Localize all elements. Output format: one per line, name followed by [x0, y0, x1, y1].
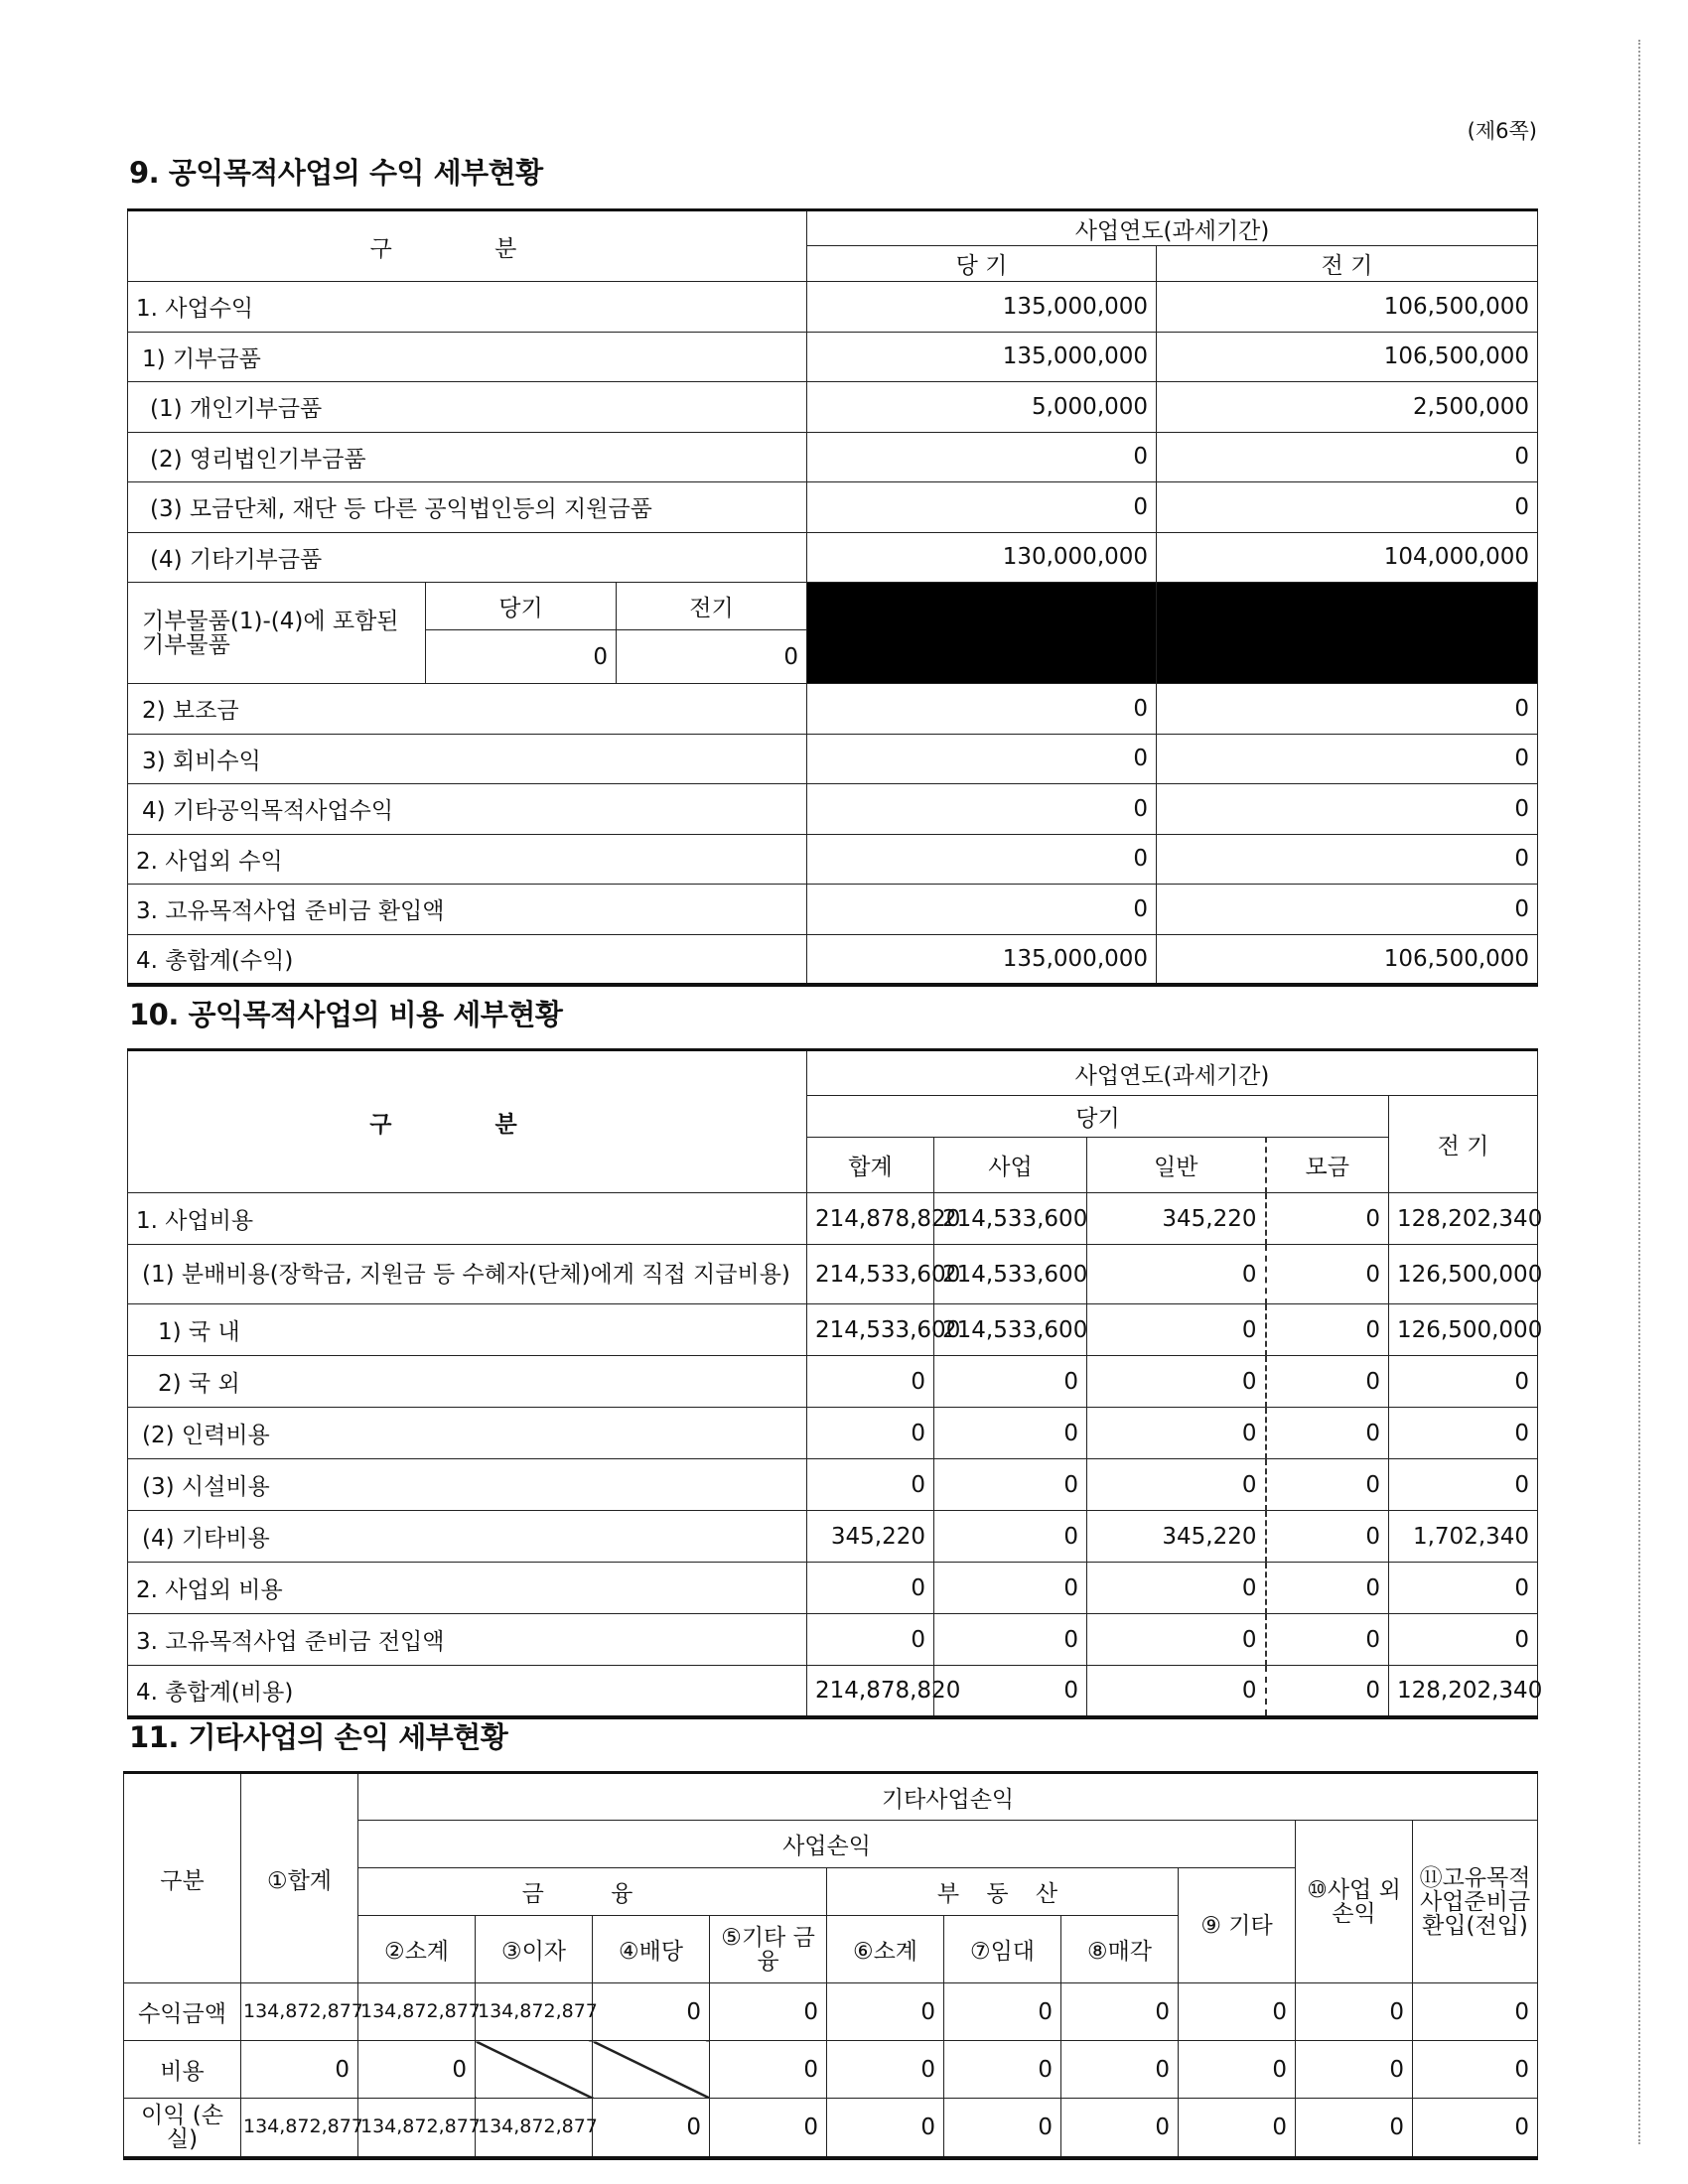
general-value: 0: [1087, 1304, 1266, 1356]
subtotal1-header: ②소계: [358, 1916, 476, 1983]
diagonal-cell: [593, 2041, 710, 2099]
previous-value: 106,500,000: [1157, 332, 1538, 382]
fundraising-value: 0: [1266, 1193, 1389, 1245]
previous-value: 0: [1157, 684, 1538, 735]
section11-title: 11. 기타사업의 손익 세부현황: [129, 1720, 508, 1754]
row-label: 3) 회비수익: [128, 734, 807, 784]
cell-value: 0: [827, 1983, 944, 2041]
fundraising-value: 0: [1266, 1666, 1389, 1717]
cell-value: 0: [358, 2041, 476, 2099]
reserve-header: ⑪고유목적사업준비금환입(전입): [1413, 1821, 1538, 1983]
previous-value: 0: [1157, 482, 1538, 533]
general-value: 0: [1087, 1614, 1266, 1666]
row-label: 비용: [124, 2041, 241, 2099]
row-label: (3) 시설비용: [128, 1459, 807, 1511]
in-kind-row: [128, 583, 1538, 630]
cell-value: 0: [827, 2099, 944, 2158]
period-header: 사업연도(과세기간): [807, 1050, 1538, 1096]
section10-title: 10. 공익목적사업의 비용 세부현황: [129, 998, 563, 1031]
current-value: 0: [807, 684, 1157, 735]
table-row: [124, 1983, 1538, 2041]
current-value: 0: [807, 784, 1157, 835]
cell-value: 0: [1413, 1983, 1538, 2041]
category-header: 구분: [124, 1773, 241, 1983]
cell-value: 0: [1061, 1983, 1179, 2041]
cell-value: 0: [710, 2041, 827, 2099]
category-header: 구 분: [128, 1050, 807, 1193]
fundraising-value: 0: [1266, 1408, 1389, 1459]
row-label: 2. 사업외 비용: [128, 1563, 807, 1614]
other-pl-header: 기타사업손익: [358, 1773, 1538, 1821]
cell-value: 0: [1296, 2041, 1413, 2099]
section9-title: 9. 공익목적사업의 수익 세부현황: [129, 156, 543, 190]
table-row: [128, 1511, 1538, 1563]
row-label: (1) 개인기부금품: [128, 382, 807, 433]
table-row: [128, 934, 1538, 985]
business-value: 214,533,600: [934, 1304, 1087, 1356]
row-label: (2) 인력비용: [128, 1408, 807, 1459]
real-estate-header: 부 동 산: [827, 1868, 1179, 1916]
cell-value: 0: [944, 2041, 1061, 2099]
row-label: 수익금액: [124, 1983, 241, 2041]
diagonal-cell: [476, 2041, 593, 2099]
table-row: [128, 532, 1538, 583]
row-label: 4. 총합계(수익): [128, 934, 807, 985]
cell-value: 0: [944, 1983, 1061, 2041]
subtotal2-header: ⑥소계: [827, 1916, 944, 1983]
interest-header: ③이자: [476, 1916, 593, 1983]
fundraising-value: 0: [1266, 1356, 1389, 1408]
business-value: 0: [934, 1563, 1087, 1614]
table-row: [128, 784, 1538, 835]
row-label: (2) 영리법인기부금품: [128, 432, 807, 482]
business-value: 0: [934, 1614, 1087, 1666]
table-row: [128, 1304, 1538, 1356]
previous-value: 0: [1389, 1356, 1538, 1408]
row-label: 2) 국 외: [128, 1356, 807, 1408]
previous-value: 128,202,340: [1389, 1193, 1538, 1245]
cell-value: 134,872,877: [358, 1983, 476, 2041]
general-value: 0: [1087, 1459, 1266, 1511]
previous-value: 0: [1157, 734, 1538, 784]
fundraising-value: 0: [1266, 1511, 1389, 1563]
previous-value: 1,702,340: [1389, 1511, 1538, 1563]
other-header: ⑨ 기타: [1179, 1868, 1296, 1983]
total-value: 214,533,600: [807, 1304, 934, 1356]
fundraising-value: 0: [1266, 1304, 1389, 1356]
in-kind-previous-label: 전기: [617, 583, 807, 630]
table-row: [128, 432, 1538, 482]
general-header: 일반: [1087, 1138, 1266, 1193]
table-row: [128, 1245, 1538, 1304]
business-value: 0: [934, 1666, 1087, 1717]
current-header: 당 기: [807, 246, 1157, 282]
row-label: 3. 고유목적사업 준비금 전입액: [128, 1614, 807, 1666]
previous-value: 0: [1157, 834, 1538, 885]
non-business-header: ⑩사업 외손익: [1296, 1821, 1413, 1983]
sale-header: ⑧매각: [1061, 1916, 1179, 1983]
total-value: 214,533,600: [807, 1245, 934, 1304]
current-value: 135,000,000: [807, 934, 1157, 985]
table-row: [128, 834, 1538, 885]
row-label: 1. 사업비용: [128, 1193, 807, 1245]
other-finance-header: ⑤기타 금융: [710, 1916, 827, 1983]
business-value: 214,533,600: [934, 1193, 1087, 1245]
cell-value: 0: [1413, 2041, 1538, 2099]
cell-value: 0: [827, 2041, 944, 2099]
business-value: 0: [934, 1459, 1087, 1511]
in-kind-previous-value: 0: [617, 630, 807, 684]
total-value: 345,220: [807, 1511, 934, 1563]
general-value: 0: [1087, 1408, 1266, 1459]
table-row: [128, 1193, 1538, 1245]
total-value: 214,878,820: [807, 1666, 934, 1717]
row-label: 2. 사업외 수익: [128, 834, 807, 885]
redacted-block: [1157, 583, 1538, 684]
general-value: 0: [1087, 1563, 1266, 1614]
table-row: [128, 734, 1538, 784]
row-label: (3) 모금단체, 재단 등 다른 공익법인등의 지원금품: [128, 482, 807, 533]
cell-value: 0: [1179, 2099, 1296, 2158]
current-value: 0: [807, 834, 1157, 885]
table-row: [128, 482, 1538, 533]
revenue-table: [127, 208, 1538, 987]
row-label: 4. 총합계(비용): [128, 1666, 807, 1717]
in-kind-label: 기부물품(1)-(4)에 포함된 기부물품: [128, 583, 426, 684]
table-row: [128, 282, 1538, 333]
business-value: 0: [934, 1408, 1087, 1459]
cell-value: 0: [1179, 2041, 1296, 2099]
current-value: 135,000,000: [807, 332, 1157, 382]
business-header: 사업: [934, 1138, 1087, 1193]
in-kind-current-label: 당기: [426, 583, 617, 630]
cell-value: 0: [1179, 1983, 1296, 2041]
cell-value: 0: [710, 2099, 827, 2158]
current-header: 당기: [807, 1096, 1389, 1138]
previous-value: 106,500,000: [1157, 282, 1538, 333]
current-value: 0: [807, 734, 1157, 784]
total-value: 0: [807, 1356, 934, 1408]
in-kind-current-value: 0: [426, 630, 617, 684]
previous-value: 126,500,000: [1389, 1304, 1538, 1356]
previous-value: 0: [1389, 1459, 1538, 1511]
row-label: 4) 기타공익목적사업수익: [128, 784, 807, 835]
total-value: 214,878,820: [807, 1193, 934, 1245]
other-business-table: [123, 1771, 1538, 2160]
expense-table: [127, 1048, 1543, 1719]
current-value: 0: [807, 885, 1157, 935]
row-label: (4) 기타기부금품: [128, 532, 807, 583]
cell-value: 134,872,877: [241, 1983, 358, 2041]
row-label: 2) 보조금: [128, 684, 807, 735]
table-row: [124, 2099, 1538, 2158]
cell-value: 0: [1061, 2041, 1179, 2099]
cell-value: 134,872,877: [476, 1983, 593, 2041]
previous-value: 0: [1389, 1614, 1538, 1666]
current-value: 130,000,000: [807, 532, 1157, 583]
total-value: 0: [807, 1408, 934, 1459]
fundraising-value: 0: [1266, 1563, 1389, 1614]
cell-value: 0: [1061, 2099, 1179, 2158]
dividend-header: ④배당: [593, 1916, 710, 1983]
period-header: 사업연도(과세기간): [807, 210, 1538, 246]
previous-header: 전 기: [1389, 1096, 1538, 1193]
cell-value: 0: [1296, 1983, 1413, 2041]
current-value: 135,000,000: [807, 282, 1157, 333]
cell-value: 0: [1296, 2099, 1413, 2158]
cell-value: 134,872,877: [358, 2099, 476, 2158]
previous-value: 2,500,000: [1157, 382, 1538, 433]
redacted-block: [807, 583, 1157, 684]
total-value: 0: [807, 1614, 934, 1666]
row-label: 3. 고유목적사업 준비금 환입액: [128, 885, 807, 935]
row-label: 이익 (손실): [124, 2099, 241, 2158]
finance-header: 금 융: [358, 1868, 827, 1916]
total-header: 합계: [807, 1138, 934, 1193]
general-value: 345,220: [1087, 1193, 1266, 1245]
general-value: 0: [1087, 1666, 1266, 1717]
lease-header: ⑦임대: [944, 1916, 1061, 1983]
row-label: (4) 기타비용: [128, 1511, 807, 1563]
page-number: (제6쪽): [1467, 119, 1537, 143]
cell-value: 0: [710, 1983, 827, 2041]
current-value: 0: [807, 432, 1157, 482]
previous-value: 106,500,000: [1157, 934, 1538, 985]
row-label: (1) 분배비용(장학금, 지원금 등 수혜자(단체)에게 직접 지급비용): [128, 1245, 807, 1304]
cell-value: 134,872,877: [241, 2099, 358, 2158]
row-label: 1. 사업수익: [128, 282, 807, 333]
cell-value: 0: [1413, 2099, 1538, 2158]
table-row: [128, 1614, 1538, 1666]
cell-value: 0: [241, 2041, 358, 2099]
previous-header: 전 기: [1157, 246, 1538, 282]
previous-value: 0: [1389, 1563, 1538, 1614]
table-row: [128, 1666, 1538, 1717]
binder-edge: [1638, 40, 1640, 2144]
table-row: [128, 332, 1538, 382]
previous-value: 126,500,000: [1389, 1245, 1538, 1304]
business-value: 0: [934, 1356, 1087, 1408]
business-value: 214,533,600: [934, 1245, 1087, 1304]
fundraising-value: 0: [1266, 1459, 1389, 1511]
row-label: 1) 기부금품: [128, 332, 807, 382]
fundraising-value: 0: [1266, 1614, 1389, 1666]
previous-value: 0: [1157, 432, 1538, 482]
cell-value: 134,872,877: [476, 2099, 593, 2158]
previous-value: 0: [1157, 885, 1538, 935]
table-row: [128, 885, 1538, 935]
cell-value: 0: [944, 2099, 1061, 2158]
fundraising-header: 모금: [1266, 1138, 1389, 1193]
general-value: 345,220: [1087, 1511, 1266, 1563]
category-header: 구 분: [128, 210, 807, 282]
previous-value: 0: [1157, 784, 1538, 835]
business-pl-header: 사업손익: [358, 1821, 1296, 1868]
table-row: [128, 382, 1538, 433]
previous-value: 104,000,000: [1157, 532, 1538, 583]
total-value: 0: [807, 1563, 934, 1614]
cell-value: 0: [593, 2099, 710, 2158]
table-row: [124, 2041, 1538, 2099]
row-label: 1) 국 내: [128, 1304, 807, 1356]
current-value: 5,000,000: [807, 382, 1157, 433]
cell-value: 0: [593, 1983, 710, 2041]
total-value: 0: [807, 1459, 934, 1511]
previous-value: 128,202,340: [1389, 1666, 1538, 1717]
table-row: [128, 1356, 1538, 1408]
previous-value: 0: [1389, 1408, 1538, 1459]
table-row: [128, 1459, 1538, 1511]
table-row: [128, 1563, 1538, 1614]
table-row: [128, 1408, 1538, 1459]
table-row: [128, 684, 1538, 735]
total-header: ①합계: [241, 1773, 358, 1983]
general-value: 0: [1087, 1356, 1266, 1408]
current-value: 0: [807, 482, 1157, 533]
business-value: 0: [934, 1511, 1087, 1563]
general-value: 0: [1087, 1245, 1266, 1304]
fundraising-value: 0: [1266, 1245, 1389, 1304]
